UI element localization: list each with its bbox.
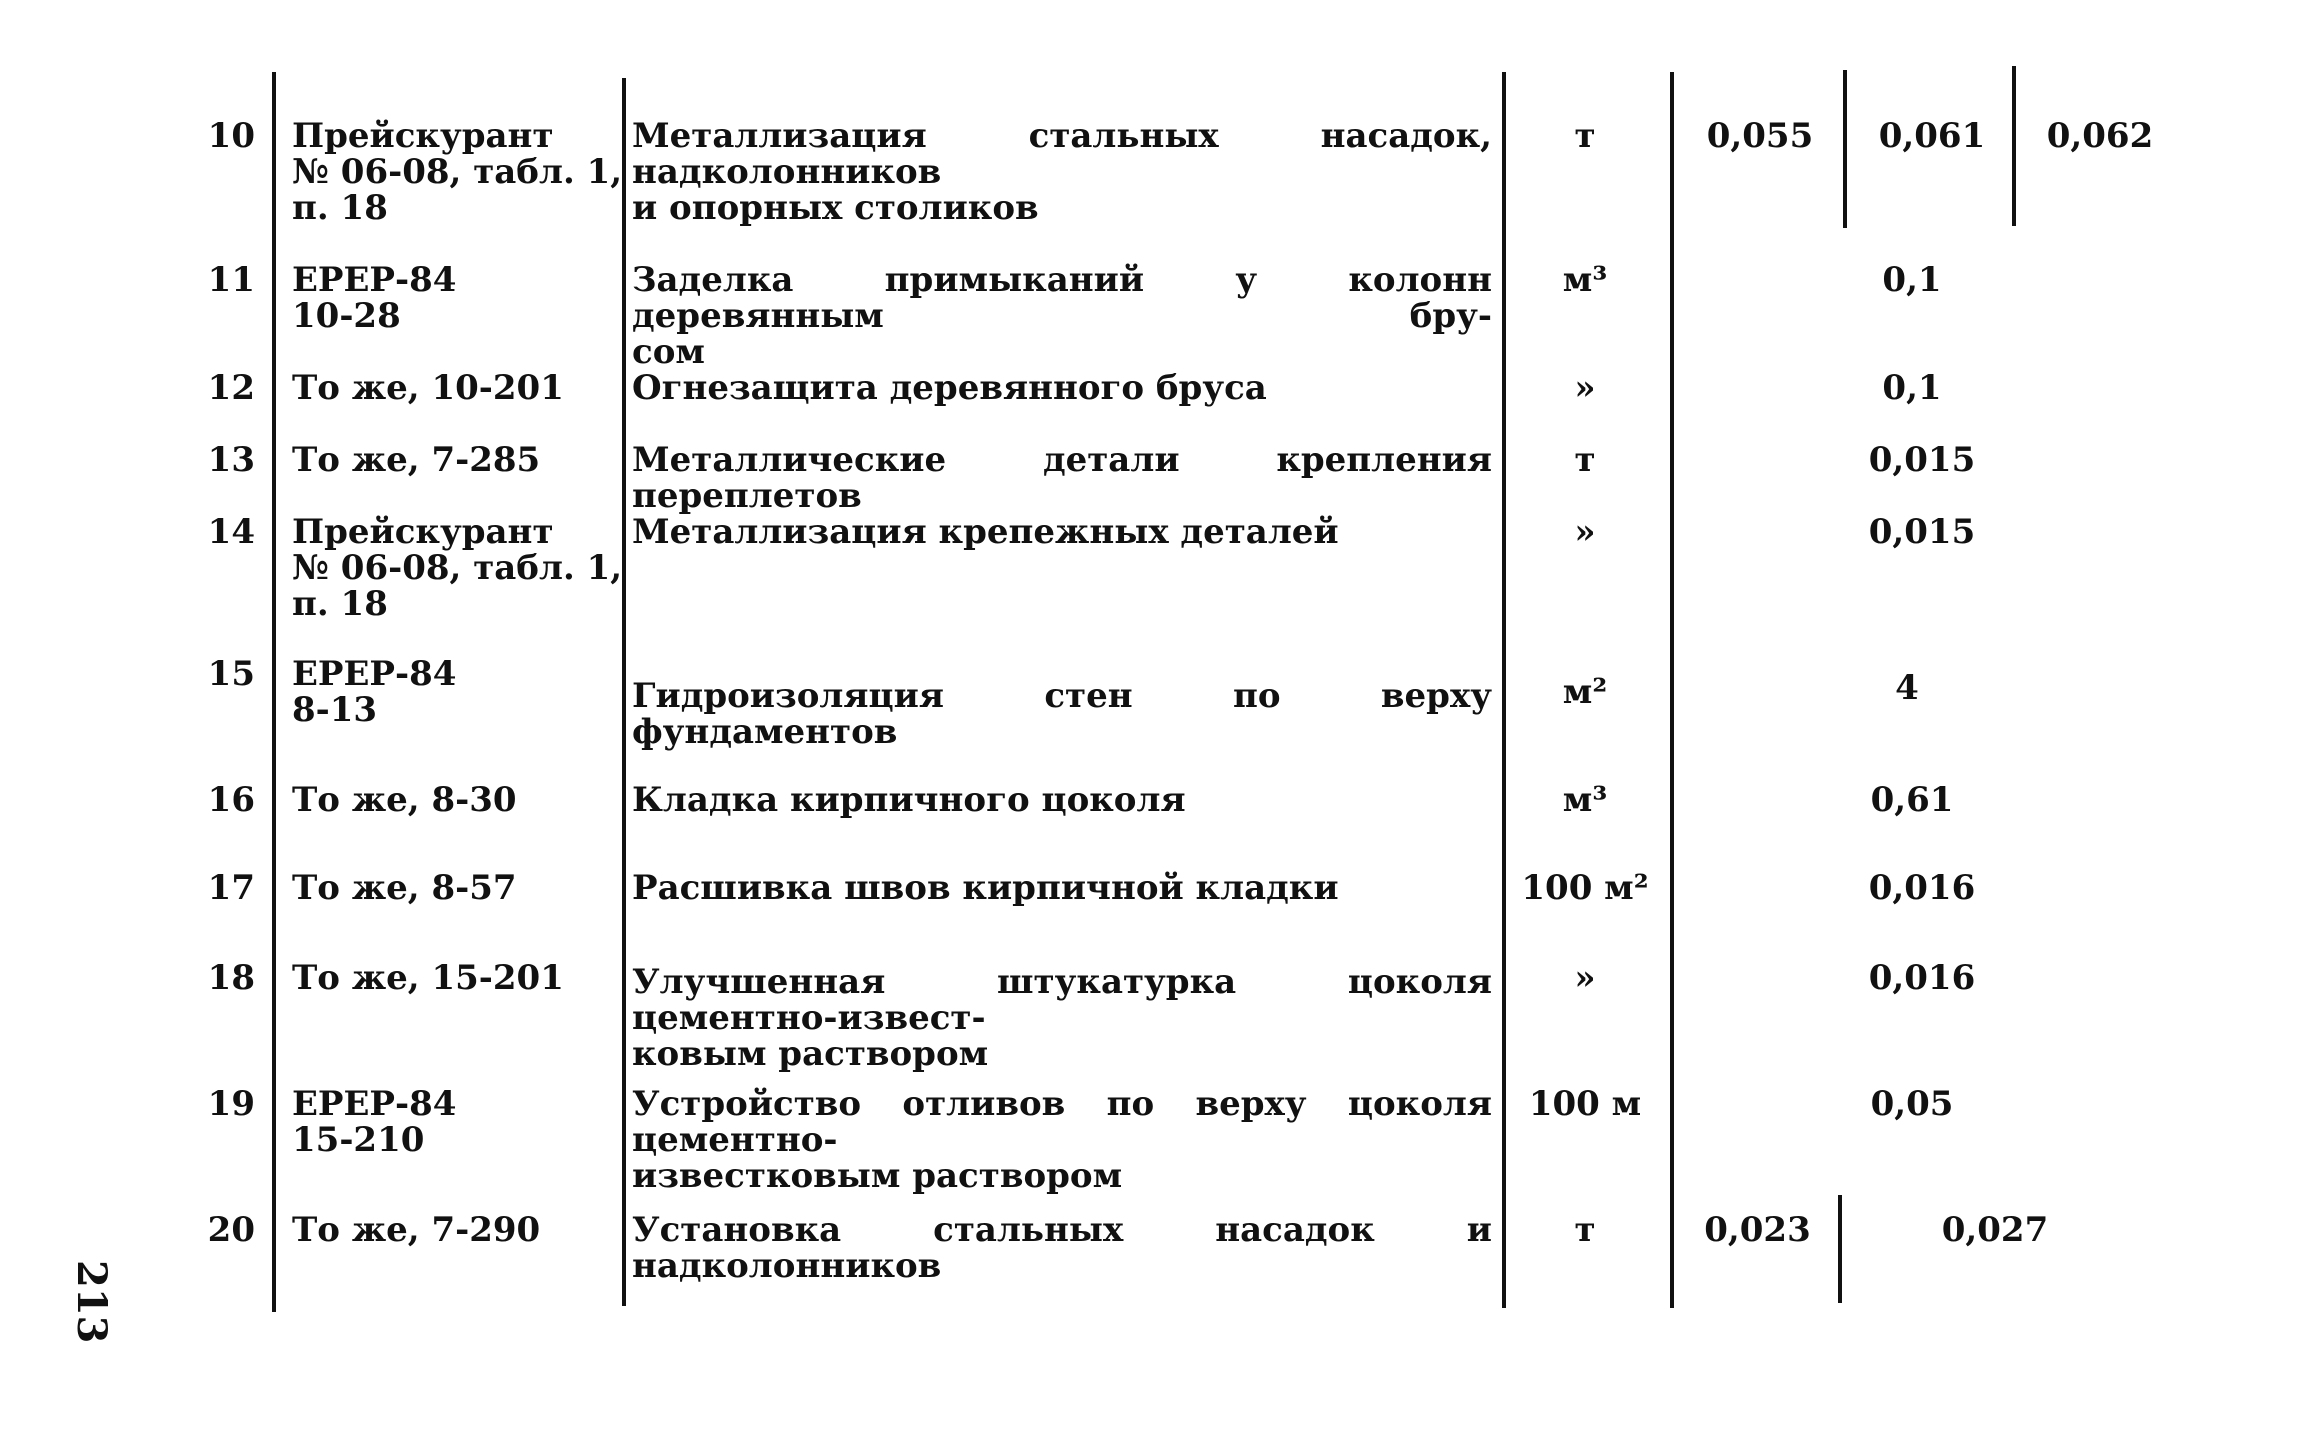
source-line: То же, 8-57 (292, 868, 517, 908)
work-description (632, 442, 1492, 514)
description-line: Кладка кирпичного цоколя (632, 780, 1186, 820)
source-reference (292, 442, 622, 478)
source-reference (292, 262, 622, 334)
description-line: сом (632, 332, 705, 372)
row-number: 11 (207, 260, 255, 300)
description-line: Металлизация крепежных деталей (632, 512, 1339, 552)
description-line: Огнезащита деревянного бруса (632, 368, 1267, 408)
description-line: известковым раствором (632, 1156, 1123, 1196)
source-line: ЕРЕР-84 (292, 654, 457, 694)
work-description (632, 118, 1492, 226)
value-col-1: 0,055 (1706, 116, 1814, 156)
description-line: Улучшенная штукатурка цоколя цементно-извест- (632, 962, 1492, 1038)
unit: » (1574, 368, 1596, 408)
row-number: 13 (207, 440, 255, 480)
row-number: 14 (207, 512, 255, 552)
work-description (632, 870, 1492, 906)
source-line: То же, 10-201 (292, 368, 564, 408)
source-reference (292, 656, 622, 728)
value: 0,015 (1868, 440, 1976, 480)
work-description (632, 782, 1492, 818)
source-line: То же, 7-285 (292, 440, 541, 480)
rule-unit (1670, 72, 1674, 1308)
unit: 100 м (1528, 1084, 1642, 1124)
row-number: 19 (207, 1084, 255, 1124)
description-line: Установка стальных насадок и надколонников (632, 1210, 1492, 1286)
source-line: 15-210 (292, 1120, 425, 1160)
value-col-2: 0,061 (1878, 116, 1986, 156)
page-number: 213 (68, 1260, 115, 1344)
work-description (632, 1086, 1492, 1194)
source-line: 8-13 (292, 690, 378, 730)
value: 0,1 (1882, 368, 1942, 408)
source-line: То же, 8-30 (292, 780, 517, 820)
source-reference (292, 782, 622, 818)
value: 0,1 (1882, 260, 1942, 300)
value-col-1: 0,023 (1704, 1210, 1811, 1250)
source-line: Прейскурант (292, 512, 554, 552)
value: 0,016 (1868, 868, 1976, 908)
row-number: 17 (207, 868, 255, 908)
source-reference (292, 960, 622, 996)
description-line: Металлизация стальных насадок, надколонников (632, 116, 1492, 192)
description-line: Устройство отливов по верху цоколя цементно- (632, 1084, 1492, 1160)
description-line: и опорных столиков (632, 188, 1039, 228)
description-line: Гидроизоляция стен по верху фундаментов (632, 676, 1492, 752)
source-line: ЕРЕР-84 (292, 1084, 457, 1124)
work-description (632, 1212, 1492, 1284)
row-number: 18 (207, 958, 255, 998)
row-number: 10 (207, 116, 255, 156)
unit: т (1574, 1210, 1596, 1250)
source-line: п. 18 (292, 584, 388, 624)
value: 4 (1895, 668, 1919, 708)
work-description (632, 514, 1492, 550)
row-number: 16 (207, 780, 255, 820)
unit: т (1574, 116, 1596, 156)
value-col-2: 0,027 (1941, 1210, 2049, 1250)
value: 0,61 (1870, 780, 1954, 820)
work-description (632, 964, 1492, 1072)
rule-value-2 (2012, 66, 2016, 226)
source-line: 10-28 (292, 296, 401, 336)
unit: т (1574, 440, 1596, 480)
source-reference (292, 870, 622, 906)
description-line: Заделка примыканий у колонн деревянным бру- (632, 260, 1492, 336)
source-line: № 06-08, табл. 1, (292, 152, 623, 192)
source-reference (292, 514, 622, 622)
row-number: 12 (207, 368, 255, 408)
source-line: ЕРЕР-84 (292, 260, 457, 300)
rule-left (272, 72, 276, 1312)
value: 0,015 (1868, 512, 1976, 552)
unit: 100 м² (1521, 868, 1649, 908)
unit: м³ (1562, 780, 1608, 820)
source-reference (292, 1212, 622, 1248)
source-reference (292, 118, 622, 226)
value: 0,05 (1870, 1084, 1954, 1124)
rule-source (622, 78, 626, 1306)
rule-value-1 (1843, 70, 1847, 228)
work-description (632, 678, 1492, 750)
source-line: Прейскурант (292, 116, 554, 156)
description-line: ковым раствором (632, 1034, 989, 1074)
source-reference (292, 1086, 622, 1158)
unit: » (1574, 512, 1596, 552)
source-line: п. 18 (292, 188, 388, 228)
work-description (632, 262, 1492, 370)
value: 0,016 (1868, 958, 1976, 998)
value-col-3: 0,062 (2046, 116, 2154, 156)
row-number: 15 (207, 654, 255, 694)
description-line: Металлические детали крепления переплетов (632, 440, 1492, 516)
unit: м² (1562, 672, 1608, 712)
source-reference (292, 370, 622, 406)
source-line: То же, 15-201 (292, 958, 564, 998)
rule-value-20 (1838, 1195, 1842, 1303)
description-line: Расшивка швов кирпичной кладки (632, 868, 1339, 908)
work-description (632, 370, 1492, 406)
source-line: То же, 7-290 (292, 1210, 541, 1250)
source-line: № 06-08, табл. 1, (292, 548, 623, 588)
unit: м³ (1562, 260, 1608, 300)
unit: » (1574, 958, 1596, 998)
row-number: 20 (207, 1210, 255, 1250)
